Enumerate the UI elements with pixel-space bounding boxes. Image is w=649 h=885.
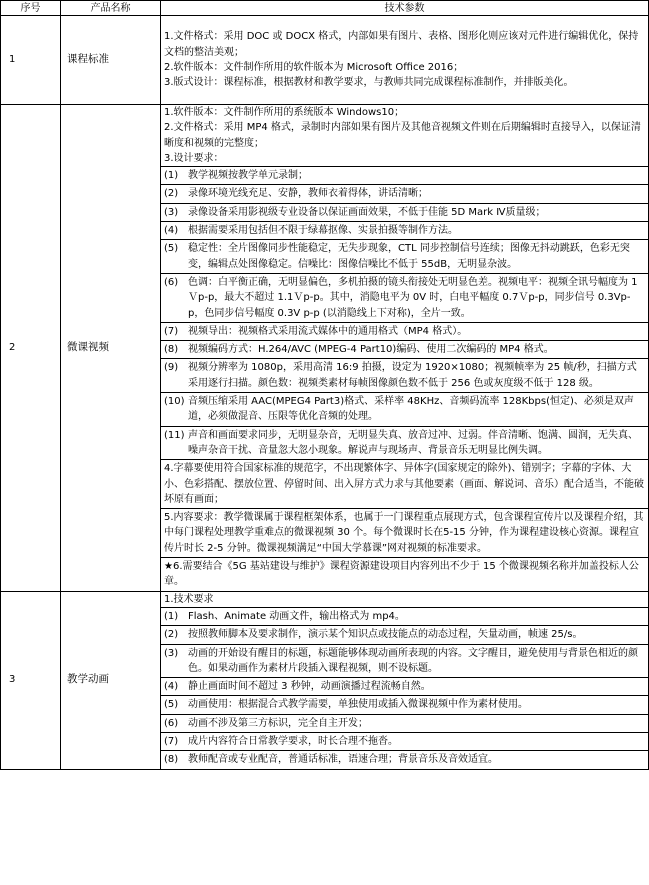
product-name: 教学动画 — [61, 591, 161, 769]
paragraph: 1.技术要求 — [164, 593, 214, 605]
item-number: (3) — [164, 647, 179, 659]
item-text: 教师配音或专业配音，普通话标准，语速合理；背景音乐及音效适宜。 — [188, 754, 498, 766]
item-number: (4) — [164, 681, 179, 693]
table-row — [1, 16, 649, 105]
params-cell — [161, 105, 649, 592]
paragraph: ★6.需要结合《5G 基站建设与维护》课程资源建设项目内容列出不少于 15 个微课视频名称并加盖投标人公章。 — [161, 557, 648, 591]
list-item — [161, 677, 648, 695]
list-item — [161, 750, 648, 768]
header-row — [1, 1, 649, 16]
item-text: 音频压缩采用 AAC(MPEG4 Part3)格式、采样率 48KHz、音频码流率 128Kbps(恒定)、必须是双声道，必须做混音、压限等优化音频的处理。 — [188, 396, 634, 423]
item-number: (4) — [164, 225, 179, 237]
list-item — [161, 221, 648, 239]
params-cell — [161, 591, 649, 769]
list-item — [161, 392, 648, 426]
list-item — [161, 322, 648, 340]
item-number: (5) — [164, 699, 179, 711]
item-text: 教学视频按教学单元录制； — [188, 170, 308, 182]
paragraph: 1.软件版本：文件制作所用的系统版本 Windows10； — [164, 107, 405, 118]
header-name: 产品名称 — [61, 1, 161, 16]
row-no: 3 — [1, 591, 61, 769]
item-text: 成片内容符合日常教学要求，时长合理不拖沓。 — [188, 735, 398, 747]
item-text: 稳定性：全片图像同步性能稳定，无失步现象，CTL 同步控制信号连续；图像无抖动跳跃，色彩无突变，编辑点处图像稳定。信噪比：图像信噪比不低于 55dB，无明显杂波。 — [188, 243, 630, 270]
header-params: 技术参数 — [161, 1, 649, 16]
item-text: 动画使用：根据混合式教学需要，单独使用或插入微课视频中作为素材使用。 — [188, 699, 528, 711]
item-text: 视频编码方式：H.264/AVC (MPEG-4 Part10)编码、使用二次编码的 MP4 格式。 — [188, 344, 554, 356]
item-number: (3) — [164, 206, 179, 218]
item-number: (2) — [164, 188, 179, 200]
list-item — [161, 184, 648, 202]
item-number: (6) — [164, 276, 179, 288]
list-item — [161, 644, 648, 678]
item-text: 静止画面时间不超过 3 秒钟，动画演播过程流畅自然。 — [188, 681, 431, 693]
list-item — [161, 732, 648, 750]
item-text: 录像设备采用影视级专业设备以保证画面效果，不低于佳能 5D Mark Ⅳ质量级； — [188, 206, 546, 218]
item-number: (7) — [164, 735, 179, 747]
item-text: Flash、Animate 动画文件，输出格式为 mp4。 — [188, 610, 405, 622]
list-item — [161, 426, 648, 460]
table-row — [1, 105, 649, 592]
list-item — [161, 273, 648, 322]
item-number: (1) — [164, 170, 179, 182]
item-number: (7) — [164, 325, 179, 337]
list-item — [161, 358, 648, 392]
product-name: 微课视频 — [61, 105, 161, 592]
item-text: 动画的开始设有醒目的标题，标题能够体现动画所表现的内容。文字醒目，避免使用与背景色相近的颜色。如果动画作为素材片段插入课程视频，则不设标题。 — [188, 647, 638, 674]
item-text: 动画不涉及第三方标识，完全自主开发； — [188, 717, 368, 729]
item-number: (1) — [164, 610, 179, 622]
item-number: (9) — [164, 362, 179, 374]
list-item — [161, 340, 648, 358]
item-text: 根据需要采用包括但不限于绿幕抠像、实景拍摄等制作方法。 — [188, 225, 458, 237]
item-text: 按照教师脚本及要求制作，演示某个知识点或技能点的动态过程，矢量动画，帧速 25/s。 — [188, 629, 583, 641]
item-text: 视频导出：视频格式采用流式媒体中的通用格式（MP4 格式）。 — [188, 325, 468, 337]
item-number: (8) — [164, 754, 179, 766]
item-number: (11) — [164, 429, 185, 441]
list-item — [161, 239, 648, 273]
item-number: (5) — [164, 243, 179, 255]
header-no: 序号 — [1, 1, 61, 16]
row-no: 1 — [1, 16, 61, 105]
list-item — [161, 714, 648, 732]
item-text: 视频分辨率为 1080p，采用高清 16:9 拍摄，设定为 1920×1080；视频帧率为 25 帧/秒，扫描方式采用逐行扫描。颜色数：视频类素材每帧图像颜色数不低于 256 色或灰度级不低于 128 级。 — [188, 362, 637, 389]
paragraph: 3.版式设计：课程标准，根据教材和教学要求，与教师共同完成课程标准制作，并排版美化。 — [164, 77, 574, 89]
paragraph: 1.文件格式：采用 DOC 或 DOCX 格式，内部如果有图片、表格、图形化则应该对元件进行编辑优化，保持文档的整洁美观； — [164, 31, 639, 58]
item-number: (2) — [164, 629, 179, 641]
paragraph: 2.文件格式：采用 MP4 格式，录制时内部如果有图片及其他音视频文件则在后期编辑时直接导入，以保证清晰度和视频的完整度； — [164, 122, 641, 149]
paragraph: 4.字幕要使用符合国家标准的规范字，不出现繁体字、异体字(国家规定的除外)、错别字；字幕的字体、大小、色彩搭配、摆放位置、停留时间、出入屏方式力求与其他要素（画面、解说词、音乐）配合适当，不能破坏原有画面； — [161, 459, 648, 508]
item-text: 录像环境光线充足、安静，教师衣着得体，讲话清晰； — [188, 188, 428, 200]
table-row — [1, 591, 649, 769]
list-item — [161, 166, 648, 184]
product-name: 课程标准 — [61, 16, 161, 105]
list-item — [161, 625, 648, 643]
params-cell — [161, 16, 649, 105]
item-number: (6) — [164, 717, 179, 729]
row-no: 2 — [1, 105, 61, 592]
paragraph: 3.设计要求： — [164, 152, 224, 164]
item-text: 色调：白平衡正确，无明显偏色，多机拍摄的镜头衔接处无明显色差。视频电平：视频全讯号幅度为 1Ｖp-p，最大不超过 1.1Ｖp-p。其中，消隐电平为 0V 时，白电平幅度 0.7Ｖp-p，同步信号 0.3Vp-p，色同步信号幅度 0.3V p-p (以消隐线上下对称)，全片一致。 — [188, 276, 638, 319]
item-number: (8) — [164, 344, 179, 356]
item-number: (10) — [164, 396, 185, 408]
paragraph: 5.内容要求：教学微课属于课程框架体系，也属于一门课程重点展现方式，包含课程宣传片以及课程介绍，其中每门课程处理教学重难点的微课视频 30 个。每个微课时长在5-15 分钟，作为课程建设核心资源。课程宣传片时长 2-5 分钟。微课视频满足“中国大学慕课”网对视频的标准要求。 — [161, 508, 648, 557]
list-item — [161, 695, 648, 713]
list-item — [161, 607, 648, 625]
paragraph: 2.软件版本：文件制作所用的软件版本为 Microsoft Office 2016； — [164, 62, 464, 73]
item-text: 声音和画面要求同步，无明显杂音，无明显失真、放音过冲、过弱。伴音清晰、饱满、圆润，无失真、噪声杂音干扰、音量忽大忽小现象。解说声与现场声、背景音乐无明显比例失调。 — [188, 429, 638, 456]
list-item — [161, 203, 648, 221]
